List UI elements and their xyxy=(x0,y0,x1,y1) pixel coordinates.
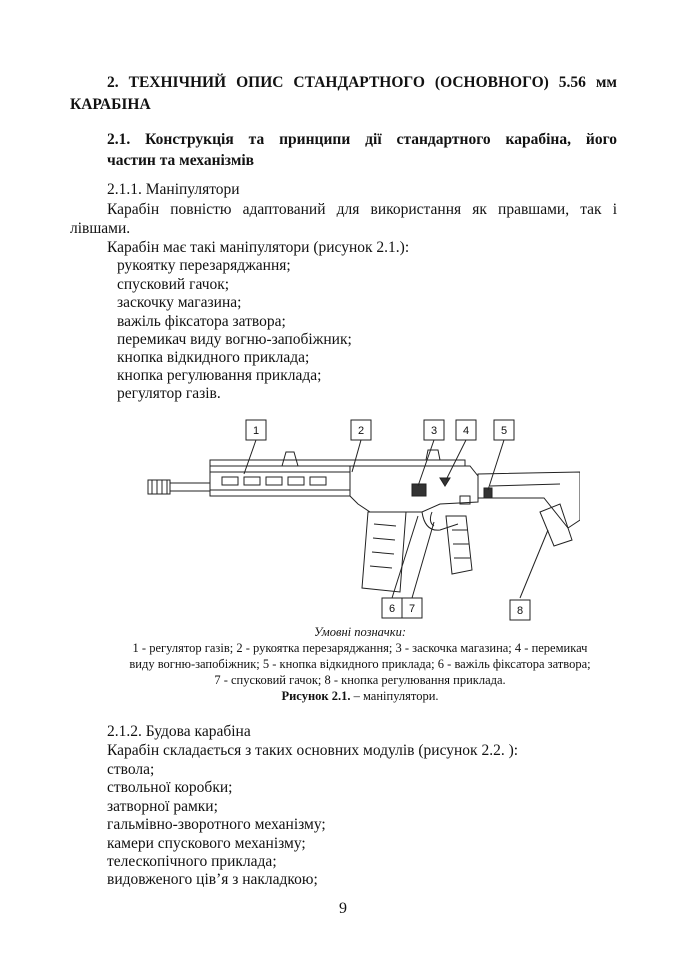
list-item: кнопка відкидного приклада; xyxy=(117,349,310,366)
callout-label-5: 5 xyxy=(500,425,508,437)
page-number: 9 xyxy=(339,900,347,917)
figure-caption-label: Рисунок 2.1. xyxy=(281,689,351,703)
legend-line-3: 7 - спусковий гачок; 8 - кнопка регулювання приклада. xyxy=(214,673,506,687)
callout-label-6: 6 xyxy=(388,603,396,615)
figure-caption xyxy=(70,688,650,705)
subsection-title-line-1: 2.1. Конструкція та принципи дії стандартного карабіна, його xyxy=(107,131,617,148)
list-item: телескопічного приклада; xyxy=(107,853,277,870)
callout-label-4: 4 xyxy=(462,425,470,437)
list-item: спусковий гачок; xyxy=(117,276,230,293)
carbine-figure xyxy=(140,412,580,624)
manipulators-intro-line-2: лівшами. xyxy=(70,220,131,237)
structure-heading: 2.1.2. Будова карабіна xyxy=(107,723,251,740)
figure-caption-text: – маніпулятори. xyxy=(350,689,439,703)
list-item: камери спускового механізму; xyxy=(107,835,306,852)
trigger-guard xyxy=(422,512,458,530)
list-item: рукоятку перезаряджання; xyxy=(117,257,291,274)
list-item: видовженого цівʼя з накладкою; xyxy=(107,871,318,888)
manipulators-list-intro: Карабін має такі маніпулятори (рисунок 2.1.): xyxy=(107,239,410,256)
list-item: затворної рамки; xyxy=(107,798,218,815)
callout-label-1: 1 xyxy=(252,425,260,437)
callout-label-3: 3 xyxy=(430,425,438,437)
list-item: ствольної коробки; xyxy=(107,779,233,796)
callout-label-8: 8 xyxy=(516,605,524,617)
manipulators-intro-line-1: Карабін повністю адаптований для використання як правшами, так і xyxy=(107,201,617,218)
handguard xyxy=(210,466,350,496)
list-item: ствола; xyxy=(107,761,155,778)
pistol-grip xyxy=(446,516,472,574)
callout-label-7: 7 xyxy=(408,603,416,615)
legend-line-1: 1 - регулятор газів; 2 - рукоятка перезаряджання; 3 - заскочка магазина; 4 - перемикач xyxy=(132,641,588,655)
section-title-line-2: КАРАБІНА xyxy=(70,96,151,113)
list-item: кнопка регулювання приклада; xyxy=(117,367,322,384)
list-item: перемикач виду вогню-запобіжник; xyxy=(117,331,352,348)
list-item: регулятор газів. xyxy=(117,385,221,402)
front-sight xyxy=(282,452,298,466)
manipulators-heading: 2.1.1. Маніпулятори xyxy=(107,181,240,198)
selector-switch xyxy=(440,478,450,486)
list-item: заскочку магазина; xyxy=(117,294,242,311)
barrel xyxy=(170,483,210,491)
magazine xyxy=(362,512,406,592)
stock-adjust-button-area xyxy=(540,504,572,546)
list-item: важіль фіксатора затвора; xyxy=(117,313,286,330)
legend-title: Умовні позначки: xyxy=(314,625,406,639)
structure-intro: Карабін складається з таких основних модулів (рисунок 2.2. ): xyxy=(107,742,519,759)
subsection-title-line-2: частин та механізмів xyxy=(107,152,255,169)
section-title-line-1: 2. ТЕХНІЧНИЙ ОПИС СТАНДАРТНОГО (ОСНОВНОГО) 5.56 мм xyxy=(107,74,617,91)
list-item: гальмівно-зворотного механізму; xyxy=(107,816,326,833)
magazine-release xyxy=(412,484,426,496)
legend-line-2: виду вогню-запобіжник; 5 - кнопка відкидного приклада; 6 - важіль фіксатора затвора; xyxy=(129,657,591,671)
rear-sight xyxy=(426,450,440,460)
callout-label-2: 2 xyxy=(357,425,365,437)
